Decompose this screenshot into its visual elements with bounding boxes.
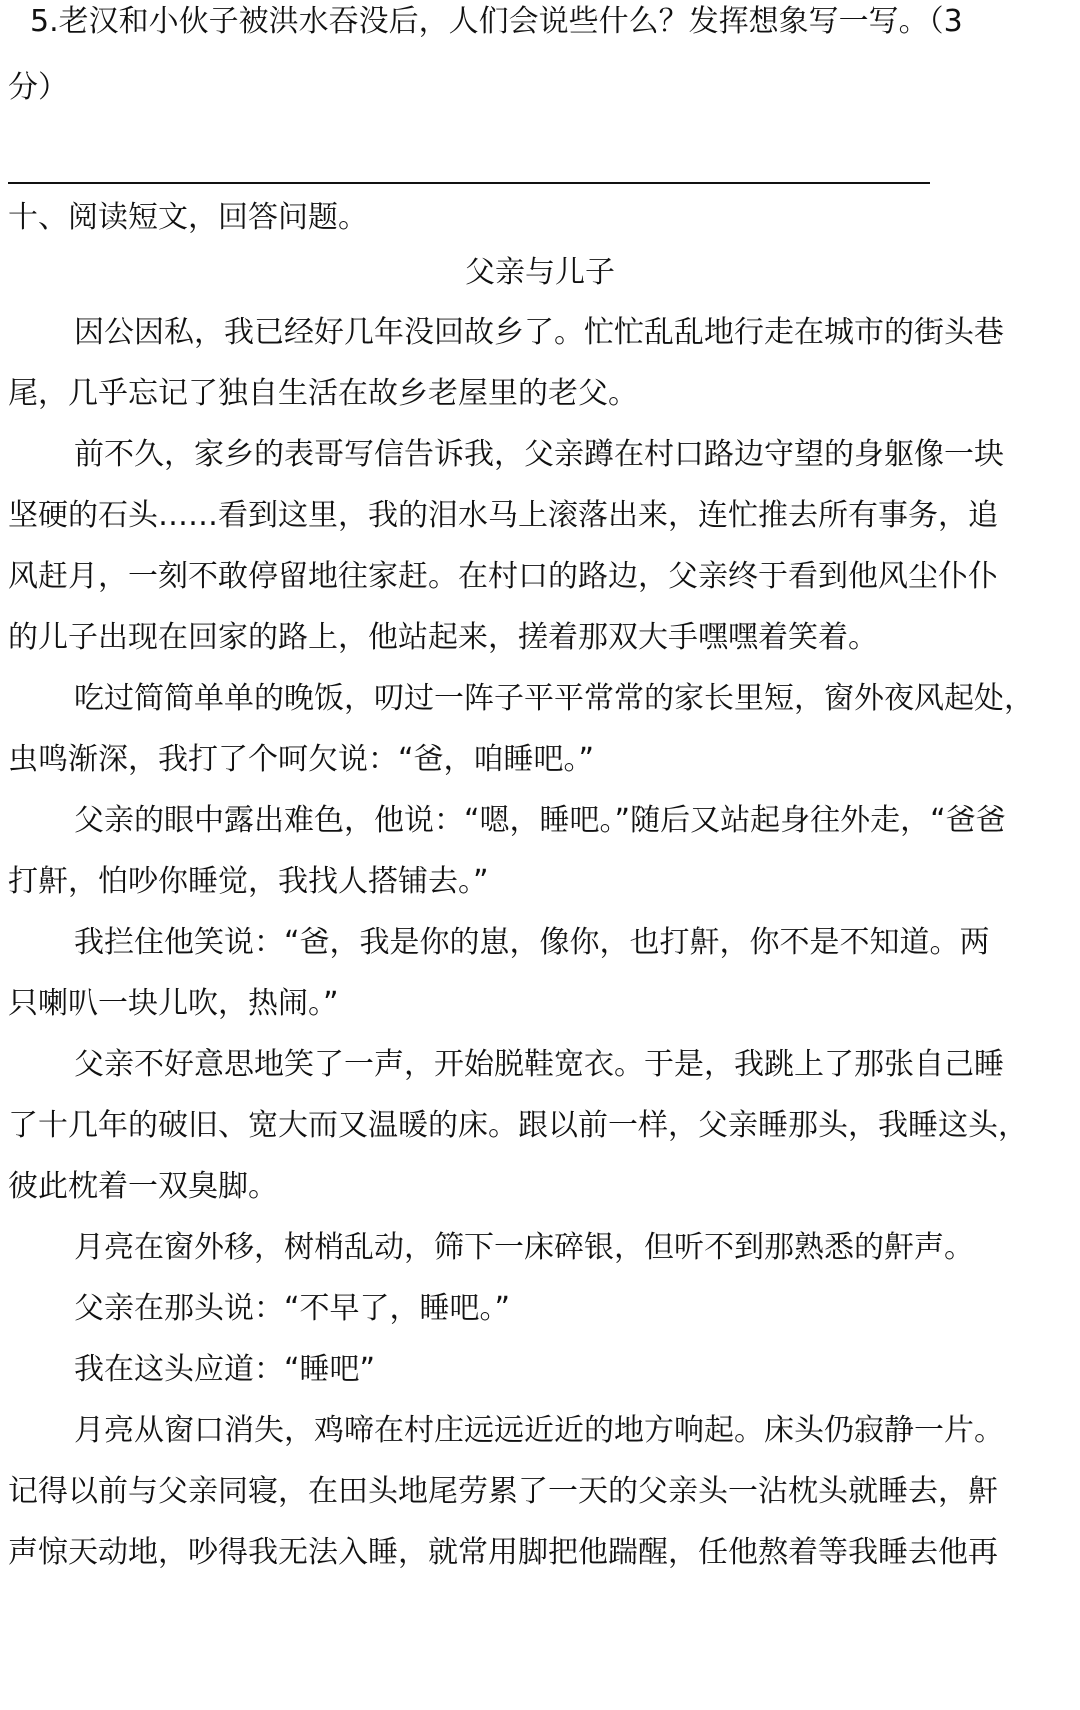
passage-line: 因公因私，我已经好几年没回故乡了。忙忙乱乱地行走在城市的街头巷 bbox=[74, 315, 1004, 350]
passage-line: 声惊天动地，吵得我无法入睡，就常用脚把他踹醒，任他熬着等我睡去他再 bbox=[8, 1535, 998, 1570]
passage-line: 虫鸣渐深，我打了个呵欠说：“爸，咱睡吧。” bbox=[8, 742, 595, 777]
passage-line: 坚硬的石头……看到这里，我的泪水马上滚落出来，连忙推去所有事务，追 bbox=[8, 498, 998, 533]
passage-line: 风赶月，一刻不敢停留地往家赶。在村口的路边，父亲终于看到他风尘仆仆 bbox=[8, 559, 998, 594]
passage-title: 父亲与儿子 bbox=[465, 255, 615, 290]
passage-line: 父亲不好意思地笑了一声，开始脱鞋宽衣。于是，我跳上了那张自己睡 bbox=[74, 1047, 1004, 1082]
passage-line: 我在这头应道：“睡吧” bbox=[74, 1352, 376, 1387]
passage-line: 吃过简简单单的晚饭，叨过一阵子平平常常的家长里短，窗外夜风起处， bbox=[74, 681, 1034, 716]
passage-line: 父亲在那头说：“不早了，睡吧。” bbox=[74, 1291, 511, 1326]
passage-line: 月亮从窗口消失，鸡啼在村庄远远近近的地方响起。床头仍寂静一片。 bbox=[74, 1413, 1004, 1448]
section-heading: 十、阅读短文，回答问题。 bbox=[8, 200, 368, 235]
passage-line: 前不久，家乡的表哥写信告诉我，父亲蹲在村口路边守望的身躯像一块 bbox=[74, 437, 1004, 472]
answer-line[interactable] bbox=[8, 182, 930, 184]
passage-line: 只喇叭一块儿吹，热闹。” bbox=[8, 986, 339, 1021]
passage-line: 父亲的眼中露出难色，他说：“嗯，睡吧。”随后又站起身往外走，“爸爸 bbox=[74, 803, 1006, 838]
passage-line: 尾，几乎忘记了独自生活在故乡老屋里的老父。 bbox=[8, 376, 638, 411]
passage-line: 记得以前与父亲同寝，在田头地尾劳累了一天的父亲头一沾枕头就睡去，鼾 bbox=[8, 1474, 998, 1509]
passage-line: 了十几年的破旧、宽大而又温暖的床。跟以前一样，父亲睡那头，我睡这头， bbox=[8, 1108, 1028, 1143]
passage-line: 我拦住他笑说：“爸，我是你的崽，像你，也打鼾，你不是不知道。两 bbox=[74, 925, 990, 960]
question-line-2: 分） bbox=[8, 70, 68, 105]
passage-line: 的儿子出现在回家的路上，他站起来，搓着那双大手嘿嘿着笑着。 bbox=[8, 620, 878, 655]
question-line-1: 5.老汉和小伙子被洪水吞没后，人们会说些什么？发挥想象写一写。（3 bbox=[30, 4, 963, 39]
passage-line: 彼此枕着一双臭脚。 bbox=[8, 1169, 278, 1204]
passage-line: 打鼾，怕吵你睡觉，我找人搭铺去。” bbox=[8, 864, 489, 899]
passage-line: 月亮在窗外移，树梢乱动，筛下一床碎银，但听不到那熟悉的鼾声。 bbox=[74, 1230, 974, 1265]
